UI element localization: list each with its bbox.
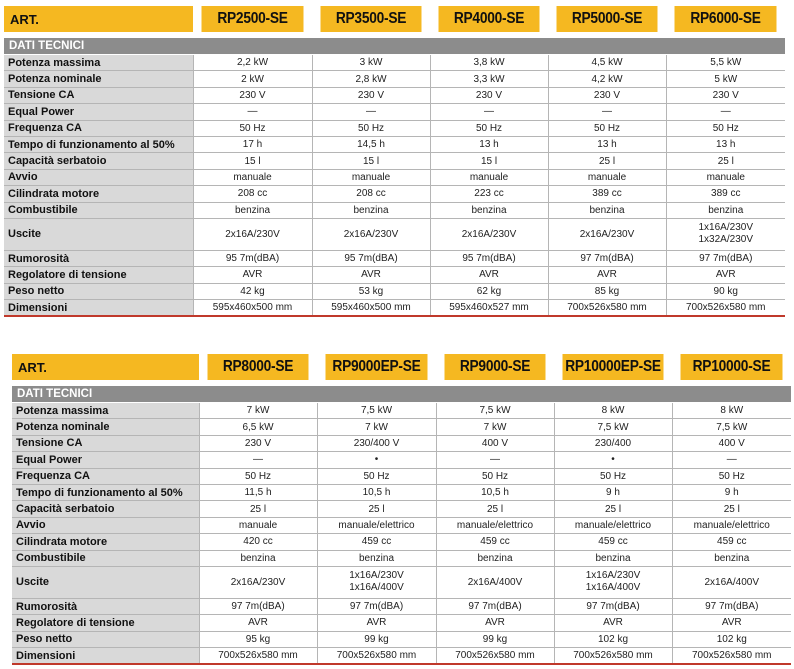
spec-row bbox=[4, 186, 785, 202]
spec-value: 7,5 kW bbox=[317, 403, 436, 419]
spec-value: benzina bbox=[548, 202, 666, 218]
spec-value: 102 kg bbox=[672, 631, 791, 647]
spec-value: 97 7m(dBA) bbox=[666, 250, 785, 266]
model-name: RP3500-SE bbox=[335, 10, 407, 27]
spec-label: Capacità serbatoio bbox=[12, 501, 199, 517]
spec-value: 7 kW bbox=[317, 419, 436, 435]
spec-row bbox=[12, 419, 791, 435]
spec-value: 459 cc bbox=[436, 534, 554, 550]
spec-value: 595x460x500 mm bbox=[312, 300, 430, 316]
spec-value: 8 kW bbox=[554, 403, 672, 419]
spec-row bbox=[12, 517, 791, 533]
spec-value: 4,5 kW bbox=[548, 55, 666, 71]
spec-value: 459 cc bbox=[672, 534, 791, 550]
spec-label: Equal Power bbox=[12, 452, 199, 468]
spec-value: 10,5 h bbox=[436, 484, 554, 500]
spec-value: 230/400 V bbox=[317, 435, 436, 451]
spec-value: 102 kg bbox=[554, 631, 672, 647]
value-line: 1x16A/400V bbox=[585, 582, 641, 594]
value-line: 1x32A/230V bbox=[698, 234, 753, 246]
spec-value: 3,8 kW bbox=[430, 55, 548, 71]
spec-value: manuale bbox=[430, 169, 548, 185]
spec-value: AVR bbox=[312, 267, 430, 283]
spec-value: 2,2 kW bbox=[193, 55, 312, 71]
spec-value: 95 7m(dBA) bbox=[430, 250, 548, 266]
model-header bbox=[556, 6, 657, 32]
value-line: 1x16A/230V bbox=[585, 570, 641, 582]
spec-value: 700x526x580 mm bbox=[554, 648, 672, 664]
spec-value: 97 7m(dBA) bbox=[548, 250, 666, 266]
value-line: 1x16A/230V bbox=[698, 222, 753, 234]
spec-value: 5 kW bbox=[666, 71, 785, 87]
spec-value: 700x526x580 mm bbox=[436, 648, 554, 664]
spec-label: Tempo di funzionamento al 50% bbox=[12, 484, 199, 500]
spec-value: benzina bbox=[193, 202, 312, 218]
spec-value: 9 h bbox=[672, 484, 791, 500]
spec-value: AVR bbox=[666, 267, 785, 283]
spec-value: — bbox=[666, 104, 785, 120]
spec-row bbox=[12, 452, 791, 468]
spec-value: 230 V bbox=[666, 87, 785, 103]
art-label: ART. bbox=[4, 6, 193, 32]
spec-value: 50 Hz bbox=[548, 120, 666, 136]
spec-label: Frequenza CA bbox=[4, 120, 193, 136]
spec-label: Frequenza CA bbox=[12, 468, 199, 484]
spec-value: benzina bbox=[436, 550, 554, 566]
spec-value: 208 cc bbox=[193, 186, 312, 202]
spec-value: 7,5 kW bbox=[554, 419, 672, 435]
spec-value: 15 l bbox=[312, 153, 430, 169]
spec-value: 2x16A/230V bbox=[312, 218, 430, 250]
spec-value: 2x16A/230V bbox=[548, 218, 666, 250]
spec-label: Cilindrata motore bbox=[12, 534, 199, 550]
spec-row bbox=[4, 169, 785, 185]
spec-row bbox=[4, 120, 785, 136]
spec-row bbox=[4, 300, 785, 316]
spec-value: 14,5 h bbox=[312, 136, 430, 152]
spec-label: Rumorosità bbox=[12, 598, 199, 614]
spec-value: AVR bbox=[430, 267, 548, 283]
spec-value: 62 kg bbox=[430, 283, 548, 299]
spec-value: 6,5 kW bbox=[199, 419, 317, 435]
spec-value: manuale bbox=[199, 517, 317, 533]
spec-value: manuale bbox=[193, 169, 312, 185]
model-name: RP10000EP-SE bbox=[565, 358, 661, 375]
spec-value: 50 Hz bbox=[672, 468, 791, 484]
spec-value: AVR bbox=[548, 267, 666, 283]
spec-row bbox=[4, 136, 785, 152]
spec-value: 700x526x580 mm bbox=[317, 648, 436, 664]
spec-label: Rumorosità bbox=[4, 250, 193, 266]
spec-label: Avvio bbox=[12, 517, 199, 533]
spec-value: 459 cc bbox=[554, 534, 672, 550]
spec-value: 97 7m(dBA) bbox=[436, 598, 554, 614]
spec-value: 85 kg bbox=[548, 283, 666, 299]
spec-value: benzina bbox=[430, 202, 548, 218]
spec-value bbox=[554, 566, 672, 598]
spec-value: 10,5 h bbox=[317, 484, 436, 500]
spec-value: benzina bbox=[199, 550, 317, 566]
spec-value: 389 cc bbox=[548, 186, 666, 202]
spec-value: 97 7m(dBA) bbox=[554, 598, 672, 614]
model-header bbox=[201, 6, 303, 32]
spec-value: 7 kW bbox=[436, 419, 554, 435]
spec-value: 2x16A/230V bbox=[199, 566, 317, 598]
spec-value: 400 V bbox=[436, 435, 554, 451]
spec-value: 3,3 kW bbox=[430, 71, 548, 87]
spec-label: Potenza massima bbox=[12, 403, 199, 419]
spec-value: 90 kg bbox=[666, 283, 785, 299]
spec-row bbox=[4, 153, 785, 169]
spec-value: 50 Hz bbox=[193, 120, 312, 136]
spec-row bbox=[4, 218, 785, 250]
spec-row bbox=[12, 648, 791, 664]
spec-value: 2x16A/400V bbox=[672, 566, 791, 598]
spec-value: 700x526x580 mm bbox=[672, 648, 791, 664]
section-row bbox=[12, 386, 791, 403]
spec-value: 15 l bbox=[430, 153, 548, 169]
spec-label: Potenza massima bbox=[4, 55, 193, 71]
spec-label: Cilindrata motore bbox=[4, 186, 193, 202]
model-name: RP5000-SE bbox=[571, 10, 643, 27]
spec-label: Regolatore di tensione bbox=[12, 615, 199, 631]
spec-value: 7,5 kW bbox=[672, 419, 791, 435]
spec-value: 15 l bbox=[193, 153, 312, 169]
spec-table-2 bbox=[12, 354, 791, 665]
spec-value: benzina bbox=[554, 550, 672, 566]
spec-value: 25 l bbox=[554, 501, 672, 517]
model-header bbox=[320, 6, 421, 32]
spec-value: 50 Hz bbox=[666, 120, 785, 136]
spec-value: 230 V bbox=[312, 87, 430, 103]
spec-value: 223 cc bbox=[430, 186, 548, 202]
spec-value: benzina bbox=[672, 550, 791, 566]
spec-value: 95 kg bbox=[199, 631, 317, 647]
spec-value: 25 l bbox=[436, 501, 554, 517]
spec-value: 2x16A/400V bbox=[436, 566, 554, 598]
spec-value: 389 cc bbox=[666, 186, 785, 202]
spec-value: 230 V bbox=[548, 87, 666, 103]
spec-row bbox=[4, 250, 785, 266]
spec-value: 13 h bbox=[548, 136, 666, 152]
spec-row bbox=[12, 566, 791, 598]
spec-label: Peso netto bbox=[12, 631, 199, 647]
section-title: DATI TECNICI bbox=[12, 386, 791, 403]
spec-value: AVR bbox=[199, 615, 317, 631]
spec-row bbox=[4, 202, 785, 218]
section-title: DATI TECNICI bbox=[4, 38, 785, 55]
spec-row bbox=[4, 267, 785, 283]
spec-value: 230 V bbox=[193, 87, 312, 103]
spec-value: — bbox=[193, 104, 312, 120]
spec-value: • bbox=[554, 452, 672, 468]
spec-label: Dimensioni bbox=[4, 300, 193, 316]
spec-value: 700x526x580 mm bbox=[666, 300, 785, 316]
spec-value: 7,5 kW bbox=[436, 403, 554, 419]
spec-row bbox=[4, 71, 785, 87]
spec-value: AVR bbox=[436, 615, 554, 631]
spec-label: Combustibile bbox=[12, 550, 199, 566]
spec-value: 400 V bbox=[672, 435, 791, 451]
spec-value: 25 l bbox=[672, 501, 791, 517]
spec-label: Uscite bbox=[12, 566, 199, 598]
spec-value: 42 kg bbox=[193, 283, 312, 299]
spec-value: 25 l bbox=[666, 153, 785, 169]
spec-value: 99 kg bbox=[436, 631, 554, 647]
spec-value bbox=[317, 566, 436, 598]
model-name: RP2500-SE bbox=[217, 10, 288, 27]
spec-value: manuale bbox=[312, 169, 430, 185]
spec-value: 95 7m(dBA) bbox=[312, 250, 430, 266]
spec-value: — bbox=[312, 104, 430, 120]
spec-value: 25 l bbox=[548, 153, 666, 169]
spec-value: 50 Hz bbox=[312, 120, 430, 136]
spec-row bbox=[4, 283, 785, 299]
spec-value: — bbox=[199, 452, 317, 468]
model-header bbox=[438, 6, 539, 32]
spec-label: Tempo di funzionamento al 50% bbox=[4, 136, 193, 152]
spec-label: Potenza nominale bbox=[4, 71, 193, 87]
model-header bbox=[562, 354, 663, 380]
spec-value: 595x460x500 mm bbox=[193, 300, 312, 316]
spec-value: 230 V bbox=[199, 435, 317, 451]
spec-value: — bbox=[430, 104, 548, 120]
spec-value: 700x526x580 mm bbox=[199, 648, 317, 664]
spec-value: 8 kW bbox=[672, 403, 791, 419]
spec-row bbox=[12, 484, 791, 500]
spec-value: manuale/elettrico bbox=[317, 517, 436, 533]
spec-value: 11,5 h bbox=[199, 484, 317, 500]
spec-value: manuale bbox=[548, 169, 666, 185]
spec-value: 13 h bbox=[430, 136, 548, 152]
model-name: RP9000-SE bbox=[459, 358, 531, 375]
spec-value: 50 Hz bbox=[317, 468, 436, 484]
spec-value: 97 7m(dBA) bbox=[317, 598, 436, 614]
spec-value: 97 7m(dBA) bbox=[672, 598, 791, 614]
spec-row bbox=[12, 435, 791, 451]
spec-value: — bbox=[548, 104, 666, 120]
spec-row bbox=[12, 598, 791, 614]
model-header bbox=[325, 354, 427, 380]
spec-value: 5,5 kW bbox=[666, 55, 785, 71]
spec-row bbox=[12, 403, 791, 419]
spec-value: benzina bbox=[666, 202, 785, 218]
spec-label: Dimensioni bbox=[12, 648, 199, 664]
spec-value: benzina bbox=[312, 202, 430, 218]
spec-value: 7 kW bbox=[199, 403, 317, 419]
spec-value: AVR bbox=[672, 615, 791, 631]
spec-value: 230/400 bbox=[554, 435, 672, 451]
spec-label: Avvio bbox=[4, 169, 193, 185]
spec-value: • bbox=[317, 452, 436, 468]
spec-value: 99 kg bbox=[317, 631, 436, 647]
spec-value: 3 kW bbox=[312, 55, 430, 71]
model-header bbox=[674, 6, 776, 32]
spec-value: 50 Hz bbox=[554, 468, 672, 484]
value-line: 1x16A/230V bbox=[349, 570, 404, 582]
spec-value: manuale/elettrico bbox=[554, 517, 672, 533]
spec-row bbox=[4, 104, 785, 120]
spec-label: Equal Power bbox=[4, 104, 193, 120]
spec-value: 13 h bbox=[666, 136, 785, 152]
spec-label: Combustibile bbox=[4, 202, 193, 218]
value-line: 1x16A/400V bbox=[349, 582, 404, 594]
spec-value: 230 V bbox=[430, 87, 548, 103]
spec-row bbox=[12, 615, 791, 631]
spec-row bbox=[12, 550, 791, 566]
header-row bbox=[4, 6, 785, 32]
spec-value: manuale/elettrico bbox=[672, 517, 791, 533]
spec-value: AVR bbox=[317, 615, 436, 631]
spec-value: 459 cc bbox=[317, 534, 436, 550]
spec-value: 25 l bbox=[317, 501, 436, 517]
spec-value: manuale bbox=[666, 169, 785, 185]
section-row bbox=[4, 38, 785, 55]
spec-row bbox=[12, 501, 791, 517]
model-header bbox=[207, 354, 308, 380]
spec-label: Uscite bbox=[4, 218, 193, 250]
spec-value: 2x16A/230V bbox=[430, 218, 548, 250]
spec-value: 2 kW bbox=[193, 71, 312, 87]
spec-value: 4,2 kW bbox=[548, 71, 666, 87]
spec-row bbox=[4, 87, 785, 103]
model-name: RP10000-SE bbox=[692, 358, 771, 375]
spec-value: 50 Hz bbox=[430, 120, 548, 136]
spec-value: 700x526x580 mm bbox=[548, 300, 666, 316]
spec-row bbox=[12, 631, 791, 647]
spec-value: — bbox=[436, 452, 554, 468]
model-name: RP9000EP-SE bbox=[332, 358, 421, 375]
spec-value: 420 cc bbox=[199, 534, 317, 550]
model-header bbox=[680, 354, 782, 380]
spec-label: Tensione CA bbox=[4, 87, 193, 103]
spec-value: — bbox=[672, 452, 791, 468]
spec-label: Peso netto bbox=[4, 283, 193, 299]
spec-value: 25 l bbox=[199, 501, 317, 517]
spec-value: 95 7m(dBA) bbox=[193, 250, 312, 266]
model-name: RP6000-SE bbox=[690, 10, 761, 27]
spec-label: Regolatore di tensione bbox=[4, 267, 193, 283]
spec-value: 50 Hz bbox=[436, 468, 554, 484]
spec-value: benzina bbox=[317, 550, 436, 566]
spec-row bbox=[12, 534, 791, 550]
spec-value: 595x460x527 mm bbox=[430, 300, 548, 316]
spec-value bbox=[666, 218, 785, 250]
spec-label: Tensione CA bbox=[12, 435, 199, 451]
spec-value: manuale/elettrico bbox=[436, 517, 554, 533]
art-label: ART. bbox=[12, 354, 199, 380]
spec-value: 53 kg bbox=[312, 283, 430, 299]
spec-row bbox=[4, 55, 785, 71]
spec-label: Capacità serbatoio bbox=[4, 153, 193, 169]
model-header bbox=[444, 354, 545, 380]
spec-value: 2,8 kW bbox=[312, 71, 430, 87]
spec-row bbox=[12, 468, 791, 484]
spec-value: 2x16A/230V bbox=[193, 218, 312, 250]
spec-value: 97 7m(dBA) bbox=[199, 598, 317, 614]
spec-value: 50 Hz bbox=[199, 468, 317, 484]
model-name: RP8000-SE bbox=[222, 358, 294, 375]
spec-value: AVR bbox=[193, 267, 312, 283]
header-row bbox=[12, 354, 791, 380]
spec-value: AVR bbox=[554, 615, 672, 631]
spec-table-1 bbox=[4, 6, 785, 317]
spec-value: 17 h bbox=[193, 136, 312, 152]
spec-label: Potenza nominale bbox=[12, 419, 199, 435]
spec-value: 208 cc bbox=[312, 186, 430, 202]
spec-value: 9 h bbox=[554, 484, 672, 500]
model-name: RP4000-SE bbox=[453, 10, 525, 27]
